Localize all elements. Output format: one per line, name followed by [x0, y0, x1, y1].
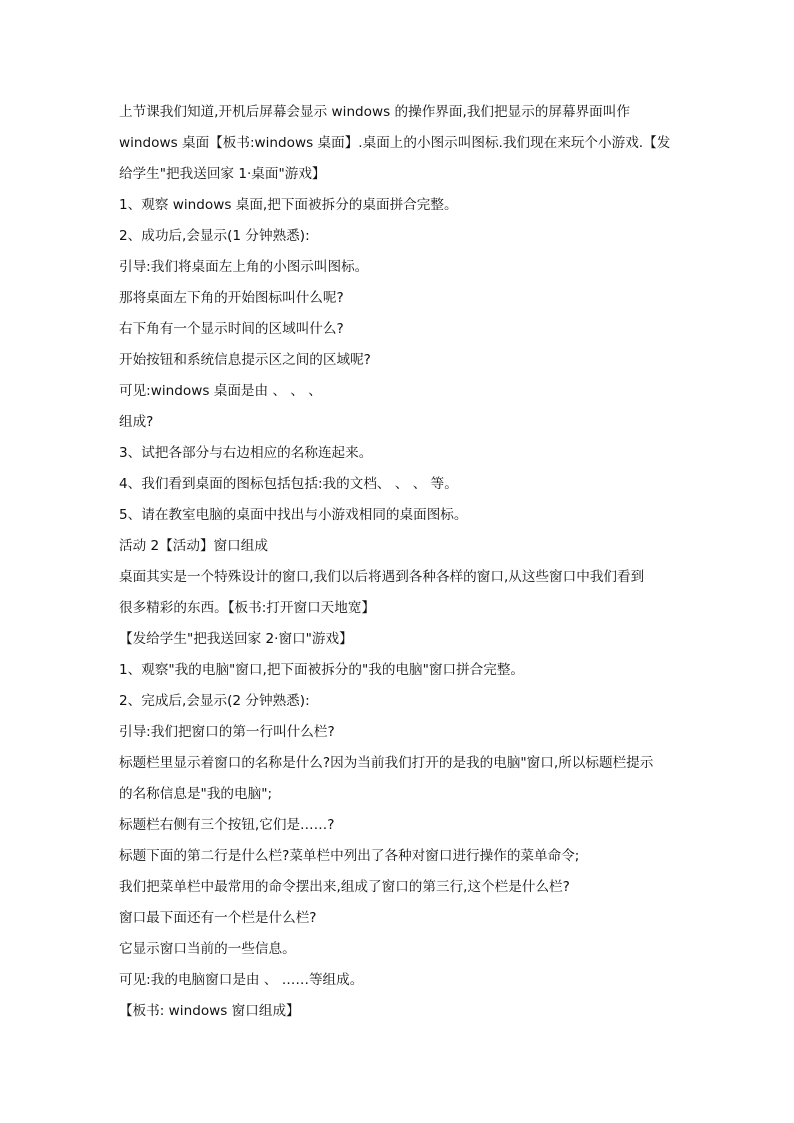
text-line: 上节课我们知道,开机后屏幕会显示 windows 的操作界面,我们把显示的屏幕界面叫作 — [119, 104, 630, 120]
text-line: 组成? — [119, 414, 154, 430]
text-line: 很多精彩的东西。【板书:打开窗口天地宽】 — [119, 600, 376, 616]
text-line: 我们把菜单栏中最常用的命令摆出来,组成了窗口的第三行,这个栏是什么栏? — [119, 879, 570, 895]
text-line: 4、我们看到桌面的图标包括包括:我的文档、 、 、 等。 — [119, 476, 458, 492]
section-heading: 活动 2【活动】窗口组成 — [119, 538, 268, 554]
text-line: 【板书: windows 窗口组成】 — [119, 1003, 300, 1019]
text-line: 可见:我的电脑窗口是由 、 ……等组成。 — [119, 972, 364, 988]
text-line: 标题下面的第二行是什么栏?菜单栏中列出了各种对窗口进行操作的菜单命令; — [119, 848, 580, 864]
text-line: 3、试把各部分与右边相应的名称连起来。 — [119, 445, 373, 461]
text-line: 【发给学生"把我送回家 2·窗口"游戏】 — [119, 631, 353, 647]
text-line: 1、观察"我的电脑"窗口,把下面被拆分的"我的电脑"窗口拼合完整。 — [119, 662, 525, 678]
text-line: 右下角有一个显示时间的区域叫什么? — [119, 321, 344, 337]
text-line: 的名称信息是"我的电脑"; — [119, 786, 273, 802]
text-line: 2、完成后,会显示(2 分钟熟悉): — [119, 693, 310, 709]
text-line: 5、请在教室电脑的桌面中找出与小游戏相同的桌面图标。 — [119, 507, 468, 523]
text-line: 它显示窗口当前的一些信息。 — [119, 941, 296, 957]
text-line: 开始按钮和系统信息提示区之间的区域呢? — [119, 352, 371, 368]
text-line: 可见:windows 桌面是由 、 、 、 — [119, 383, 322, 399]
document-body — [119, 97, 679, 1027]
text-line: 1、观察 windows 桌面,把下面被拆分的桌面拼合完整。 — [119, 197, 458, 213]
text-line: 给学生"把我送回家 1·桌面"游戏】 — [119, 166, 326, 182]
text-line: 2、成功后,会显示(1 分钟熟悉): — [119, 228, 310, 244]
text-line: windows 桌面【板书:windows 桌面】.桌面上的小图示叫图标.我们现在来玩个小游戏.【发 — [119, 135, 671, 151]
text-line: 标题栏里显示着窗口的名称是什么?因为当前我们打开的是我的电脑"窗口,所以标题栏提示 — [119, 755, 654, 771]
text-line: 那将桌面左下角的开始图标叫什么呢? — [119, 290, 344, 306]
text-line: 窗口最下面还有一个栏是什么栏? — [119, 910, 317, 926]
text-line: 引导:我们把窗口的第一行叫什么栏? — [119, 724, 335, 740]
text-line: 桌面其实是一个特殊设计的窗口,我们以后将遇到各种各样的窗口,从这些窗口中我们看到 — [119, 569, 645, 585]
text-line: 引导:我们将桌面左上角的小图示叫图标。 — [119, 259, 369, 275]
text-line: 标题栏右侧有三个按钮,它们是……? — [119, 817, 335, 833]
